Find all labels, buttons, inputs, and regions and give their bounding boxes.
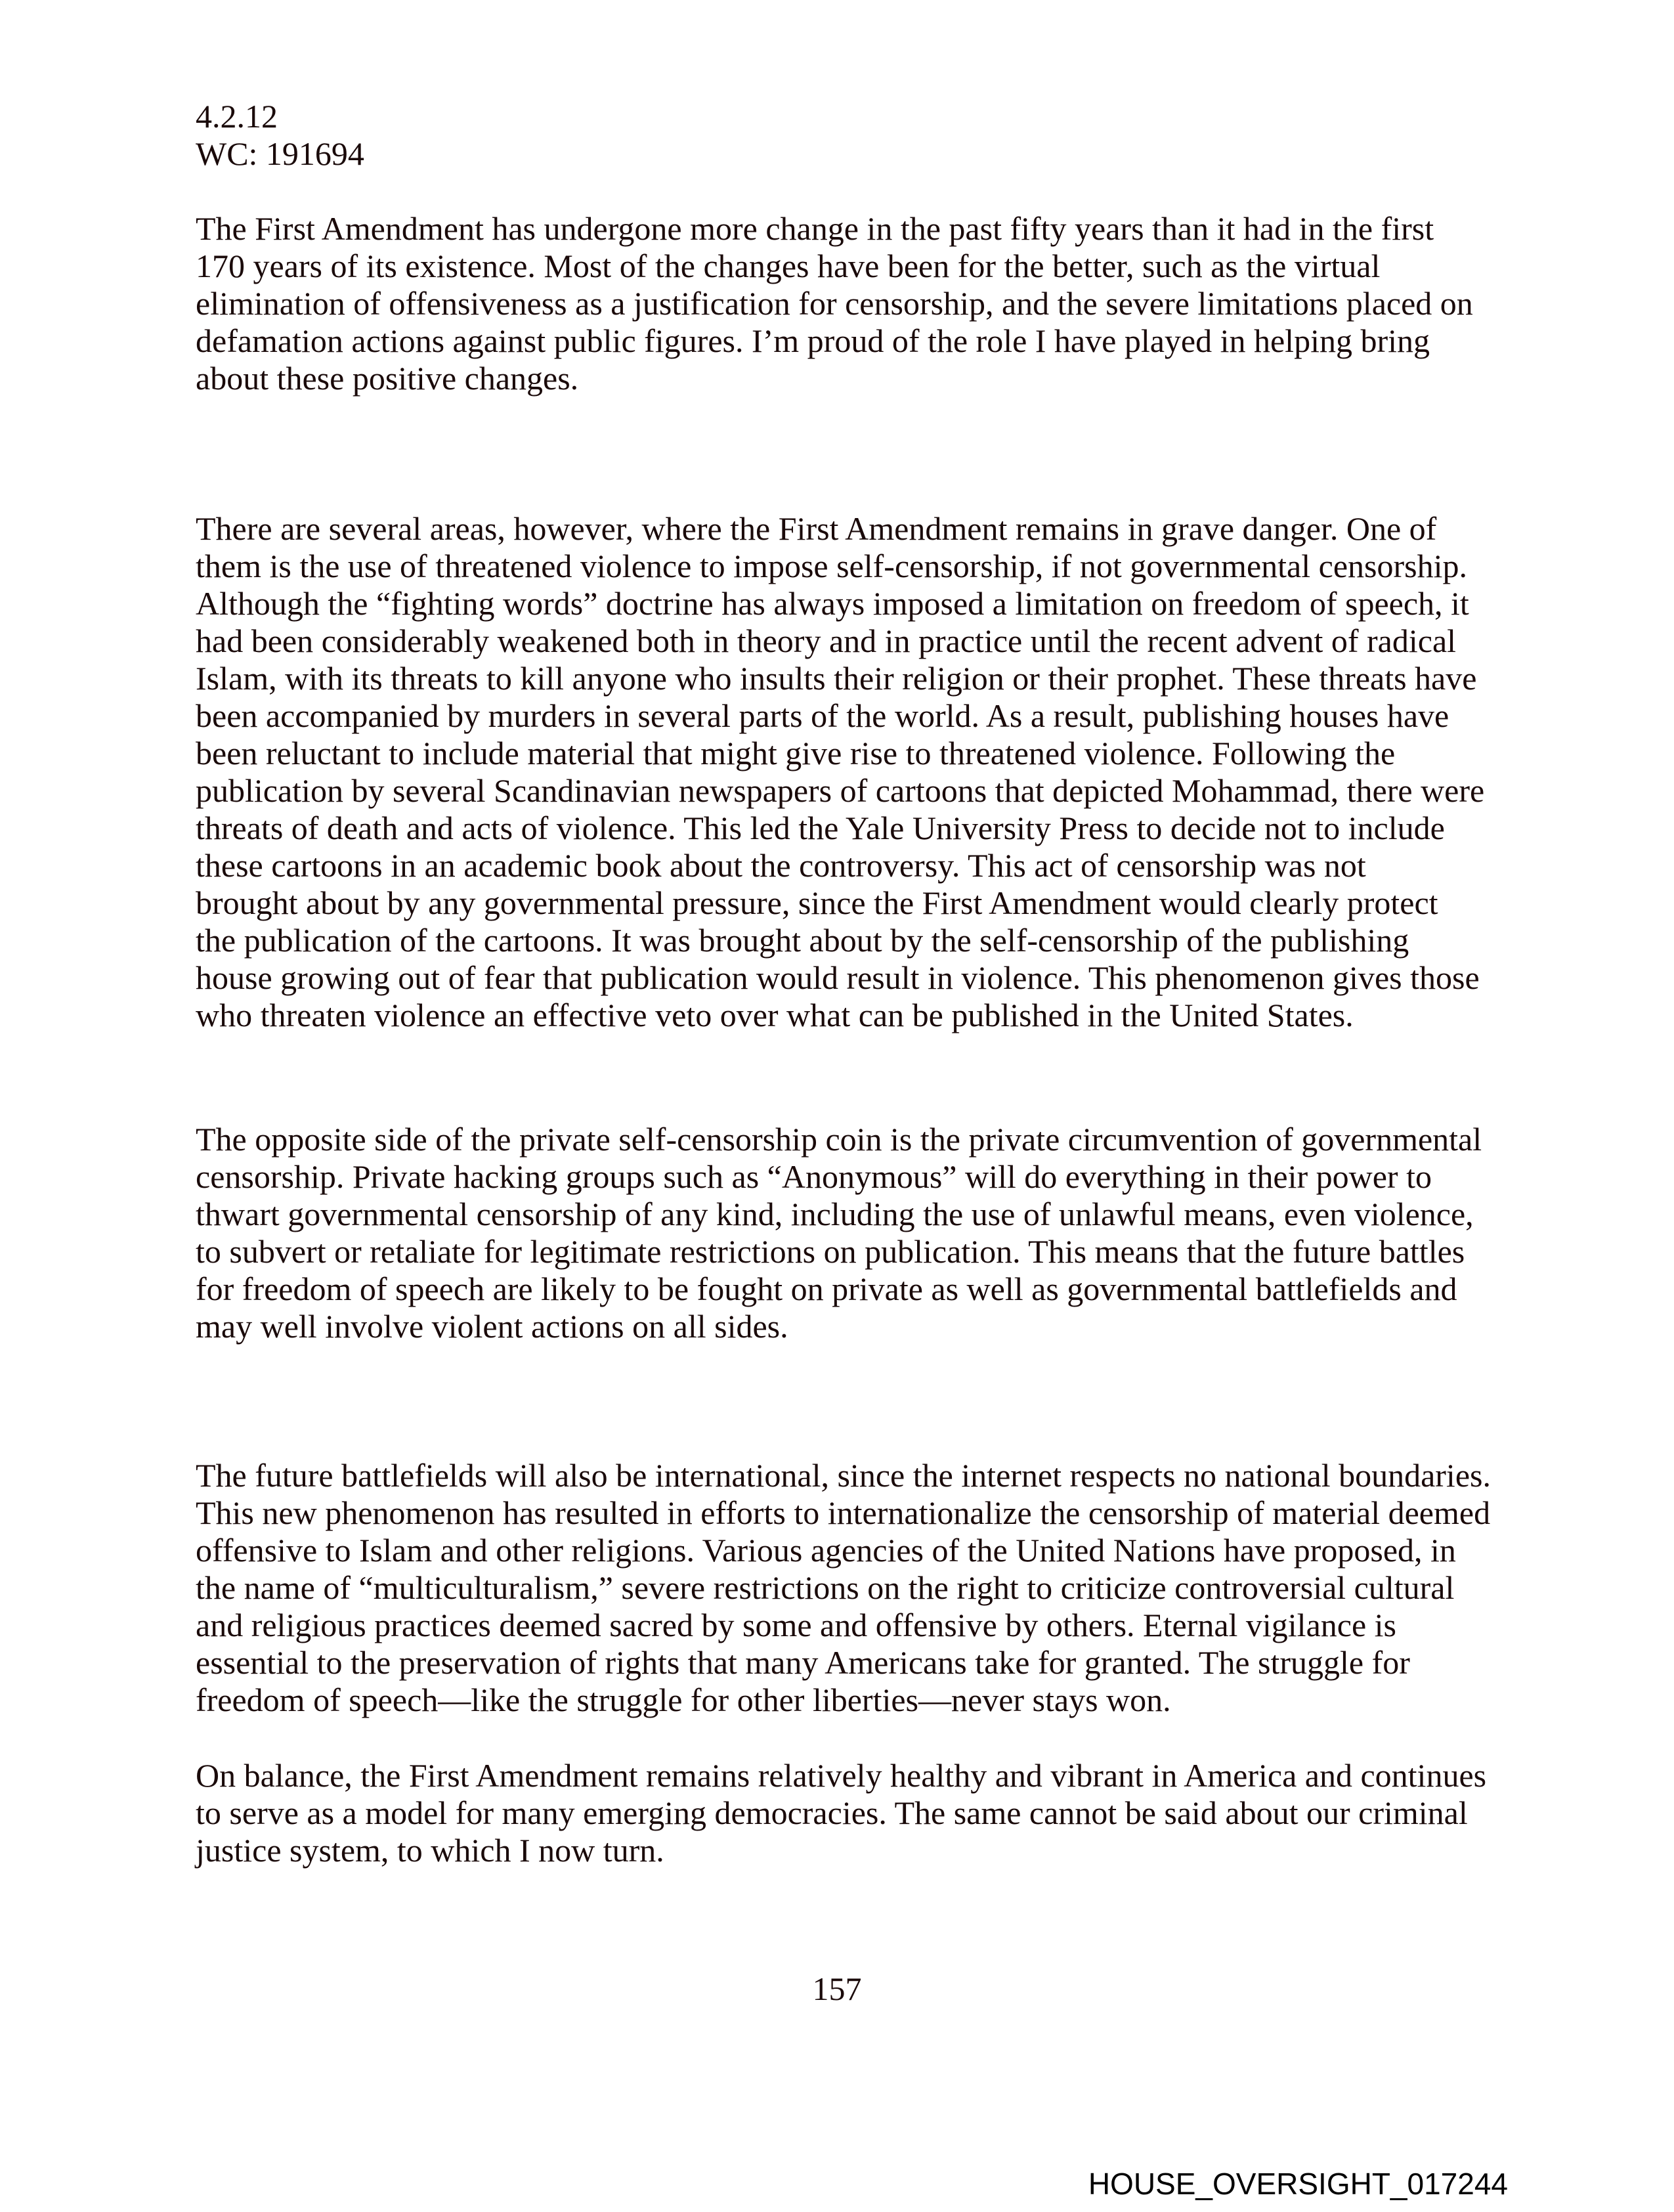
text-line: offensive to Islam and other religions. Various agencies of the United Nations have proposed, in bbox=[196, 1532, 1456, 1569]
text-line: house growing out of fear that publication would result in violence. This phenomenon gives those bbox=[196, 959, 1480, 996]
text-line: threats of death and acts of violence. This led the Yale University Press to decide not to include bbox=[196, 810, 1445, 846]
text-line: brought about by any governmental pressure, since the First Amendment would clearly protect bbox=[196, 884, 1438, 921]
text-line: 170 years of its existence. Most of the changes have been for the better, such as the virtual bbox=[196, 248, 1381, 284]
text-line: may well involve violent actions on all sides. bbox=[196, 1308, 788, 1345]
word-count-line: WC: 191694 bbox=[196, 135, 364, 172]
text-line: essential to the preservation of rights that many Americans take for granted. The struggle for bbox=[196, 1644, 1410, 1681]
paragraph-5 bbox=[196, 1757, 1486, 1869]
text-line: justice system, to which I now turn. bbox=[196, 1832, 664, 1869]
text-line: for freedom of speech are likely to be fought on private as well as governmental battlefields and bbox=[196, 1270, 1457, 1307]
text-line: elimination of offensiveness as a justification for censorship, and the severe limitations placed on bbox=[196, 285, 1473, 322]
text-line: The First Amendment has undergone more change in the past fifty years than it had in the first bbox=[196, 210, 1434, 247]
text-line: On balance, the First Amendment remains relatively healthy and vibrant in America and continues bbox=[196, 1757, 1487, 1794]
text-line: these cartoons in an academic book about the controversy. This act of censorship was not bbox=[196, 847, 1366, 884]
document-header bbox=[196, 98, 364, 173]
text-line: the publication of the cartoons. It was brought about by the self-censorship of the publishing bbox=[196, 922, 1409, 959]
page-number: 157 bbox=[812, 1970, 862, 2007]
paragraph-4 bbox=[196, 1457, 1491, 1719]
text-line: publication by several Scandinavian newspapers of cartoons that depicted Mohammad, there were bbox=[196, 772, 1485, 809]
text-line: Islam, with its threats to kill anyone who insults their religion or their prophet. These threats have bbox=[196, 660, 1477, 697]
text-line: defamation actions against public figures. I’m proud of the role I have played in helping bring bbox=[196, 322, 1430, 359]
text-line: been reluctant to include material that might give rise to threatened violence. Following the bbox=[196, 735, 1396, 771]
text-line: censorship. Private hacking groups such as “Anonymous” will do everything in their power to bbox=[196, 1158, 1432, 1195]
text-line: to subvert or retaliate for legitimate restrictions on publication. This means that the future battles bbox=[196, 1233, 1465, 1270]
text-line: The opposite side of the private self-censorship coin is the private circumvention of governmental bbox=[196, 1121, 1482, 1158]
text-line: who threaten violence an effective veto over what can be published in the United States. bbox=[196, 997, 1354, 1033]
text-line: and religious practices deemed sacred by some and offensive by others. Eternal vigilance is bbox=[196, 1607, 1397, 1643]
text-line: freedom of speech—like the struggle for other liberties—never stays won. bbox=[196, 1681, 1171, 1718]
text-line: the name of “multiculturalism,” severe restrictions on the right to criticize controversial cultural bbox=[196, 1569, 1455, 1606]
paragraph-2 bbox=[196, 510, 1484, 1034]
text-line: This new phenomenon has resulted in efforts to internationalize the censorship of material deemed bbox=[196, 1494, 1491, 1531]
text-line: Although the “fighting words” doctrine has always imposed a limitation on freedom of speech, it bbox=[196, 585, 1469, 622]
text-line: them is the use of threatened violence to impose self-censorship, if not governmental censorship. bbox=[196, 548, 1467, 584]
text-line: about these positive changes. bbox=[196, 360, 579, 397]
text-line: to serve as a model for many emerging democracies. The same cannot be said about our criminal bbox=[196, 1794, 1468, 1831]
text-line: had been considerably weakened both in theory and in practice until the recent advent of radical bbox=[196, 622, 1457, 659]
text-line: thwart governmental censorship of any kind, including the use of unlawful means, even violence, bbox=[196, 1196, 1474, 1232]
paragraph-3 bbox=[196, 1121, 1482, 1345]
text-line: been accompanied by murders in several parts of the world. As a result, publishing houses have bbox=[196, 697, 1449, 734]
bates-number: HOUSE_OVERSIGHT_017244 bbox=[1088, 2167, 1508, 2201]
paragraph-1 bbox=[196, 210, 1473, 397]
text-line: The future battlefields will also be international, since the internet respects no national boundaries. bbox=[196, 1457, 1491, 1494]
date-line: 4.2.12 bbox=[196, 98, 278, 135]
text-line: There are several areas, however, where the First Amendment remains in grave danger. One of bbox=[196, 510, 1437, 547]
